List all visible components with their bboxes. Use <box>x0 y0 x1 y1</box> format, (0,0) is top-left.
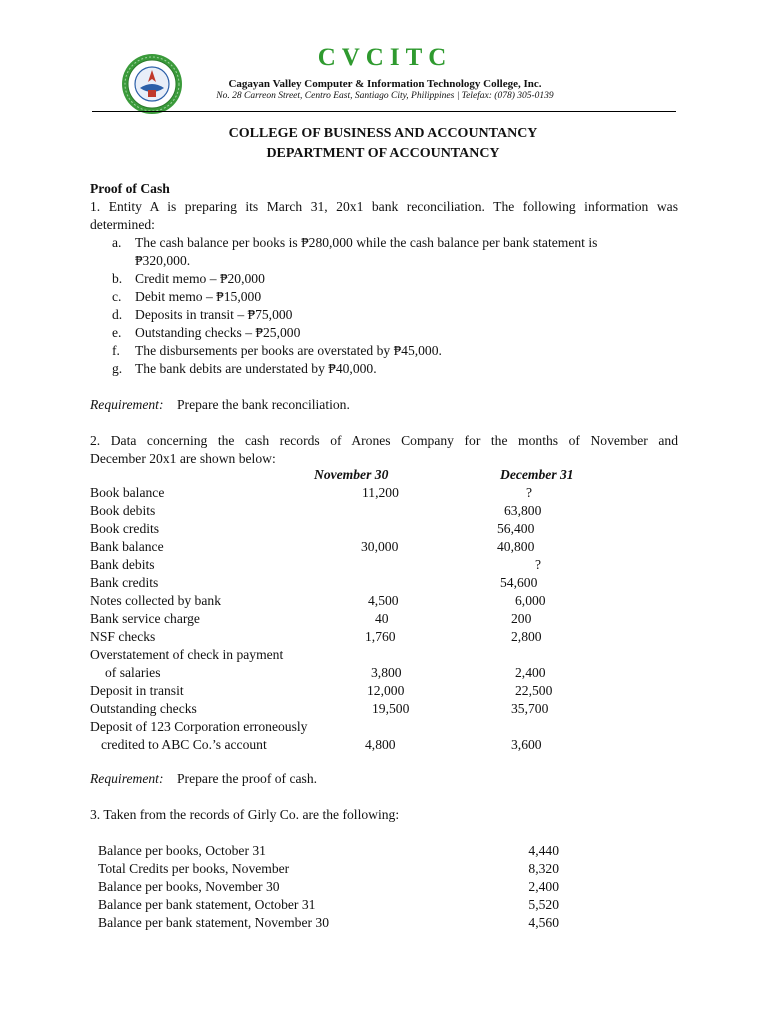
q1-item-letter: d. <box>112 307 123 322</box>
q2-row-nov: 19,500 <box>372 701 410 716</box>
q1-intro-cont: determined: <box>90 217 155 232</box>
q3-row-value: 4,440 <box>528 843 559 858</box>
q2-row-dec: 35,700 <box>511 701 549 716</box>
q2-row-nov: 30,000 <box>361 539 399 554</box>
q2-row-nov: 40 <box>375 611 389 626</box>
q2-row-label: Outstanding checks <box>90 701 197 716</box>
q1-item-text: ₱320,000. <box>135 253 191 268</box>
college-address: No. 28 Carreon Street, Centro East, Santiago City, Philippines | Telefax: (078) 305-0139 <box>216 91 554 101</box>
q2-requirement-text: Prepare the proof of cash. <box>177 771 318 786</box>
q2-intro: 2. Data concerning the cash records of Arones Company for the months of November and <box>90 433 678 448</box>
q3-row-value: 8,320 <box>528 861 559 876</box>
q2-row-nov: 11,200 <box>362 485 399 500</box>
department-title: DEPARTMENT OF ACCOUNTANCY <box>266 146 500 161</box>
q2-row-label: Deposit in transit <box>90 683 184 698</box>
q2-row-dec: 22,500 <box>515 683 553 698</box>
q3-row-value: 4,560 <box>528 915 559 930</box>
q3-row-label: Total Credits per books, November <box>98 861 290 876</box>
q2-row-dec: ? <box>526 485 533 500</box>
q1-item-letter: c. <box>112 289 122 304</box>
q2-intro-cont: December 20x1 are shown below: <box>90 451 276 466</box>
q2-row-dec: 2,800 <box>511 629 542 644</box>
q3-row-value: 5,520 <box>528 897 559 912</box>
q1-item-text: The cash balance per books is ₱280,000 while the cash balance per bank statement is <box>135 235 598 250</box>
q2-row-nov: 4,800 <box>365 737 396 752</box>
q1-item-text: Debit memo – ₱15,000 <box>135 289 262 304</box>
q1-item-text: Outstanding checks – ₱25,000 <box>135 325 301 340</box>
q3-row-label: Balance per bank statement, November 30 <box>98 915 330 930</box>
q2-row-dec: 63,800 <box>504 503 542 518</box>
q2-row-nov: 4,500 <box>368 593 399 608</box>
q1-requirement-text: Prepare the bank reconciliation. <box>177 397 350 412</box>
q2-row-dec: ? <box>535 557 542 572</box>
q1-item-letter: g. <box>112 361 123 376</box>
q2-row-label: credited to ABC Co.’s account <box>101 737 267 752</box>
q2-row-nov: 3,800 <box>371 665 402 680</box>
q2-row-label: Book balance <box>90 485 165 500</box>
q3-intro: 3. Taken from the records of Girly Co. are the following: <box>90 807 400 822</box>
q1-item-text: Deposits in transit – ₱75,000 <box>135 307 293 322</box>
q1-item-letter: f. <box>112 343 120 358</box>
q1-item-text: Credit memo – ₱20,000 <box>135 271 265 286</box>
q2-row-label: Deposit of 123 Corporation erroneously <box>90 719 308 734</box>
q2-row-label: of salaries <box>105 665 161 680</box>
q1-item-letter: a. <box>112 235 122 250</box>
q2-row-dec: 6,000 <box>515 593 546 608</box>
q2-row-dec: 3,600 <box>511 737 542 752</box>
q2-column-header-nov: November 30 <box>314 467 389 482</box>
q2-row-dec: 54,600 <box>500 575 538 590</box>
q1-item-text: The disbursements per books are overstated by ₱45,000. <box>135 343 442 358</box>
q2-row-label: Bank balance <box>90 539 164 554</box>
q3-row-label: Balance per books, October 31 <box>98 843 266 858</box>
q2-row-label: Overstatement of check in payment <box>90 647 284 662</box>
q1-requirement-label: Requirement: <box>90 397 164 412</box>
section-title: Proof of Cash <box>90 181 170 196</box>
q2-row-dec: 200 <box>511 611 532 626</box>
q2-row-label: Notes collected by bank <box>90 593 221 608</box>
q2-requirement-label: Requirement: <box>90 771 164 786</box>
q2-row-label: Bank debits <box>90 557 155 572</box>
q3-row-label: Balance per bank statement, October 31 <box>98 897 316 912</box>
college-title: COLLEGE OF BUSINESS AND ACCOUNTANCY <box>228 126 538 141</box>
q1-item-text: The bank debits are understated by ₱40,000. <box>135 361 377 376</box>
q1-item-letter: e. <box>112 325 122 340</box>
q2-row-label: Bank credits <box>90 575 159 590</box>
college-name: Cagayan Valley Computer & Information Technology College, Inc. <box>228 78 542 90</box>
q2-row-dec: 56,400 <box>497 521 535 536</box>
q1-intro: 1. Entity A is preparing its March 31, 20x1 bank reconciliation. The following information was <box>90 199 678 214</box>
q2-row-label: NSF checks <box>90 629 156 644</box>
brand-title: CVCITC <box>317 44 453 71</box>
q2-row-label: Book credits <box>90 521 160 536</box>
q2-row-label: Book debits <box>90 503 156 518</box>
college-logo-icon <box>120 52 184 116</box>
q2-row-dec: 2,400 <box>515 665 546 680</box>
q3-row-label: Balance per books, November 30 <box>98 879 280 894</box>
q2-row-nov: 1,760 <box>365 629 396 644</box>
header-divider <box>92 111 676 112</box>
q1-item-letter: b. <box>112 271 123 286</box>
q2-row-dec: 40,800 <box>497 539 535 554</box>
q2-row-nov: 12,000 <box>367 683 405 698</box>
q3-row-value: 2,400 <box>528 879 559 894</box>
q2-column-header-dec: December 31 <box>500 467 574 482</box>
q2-row-label: Bank service charge <box>90 611 200 626</box>
